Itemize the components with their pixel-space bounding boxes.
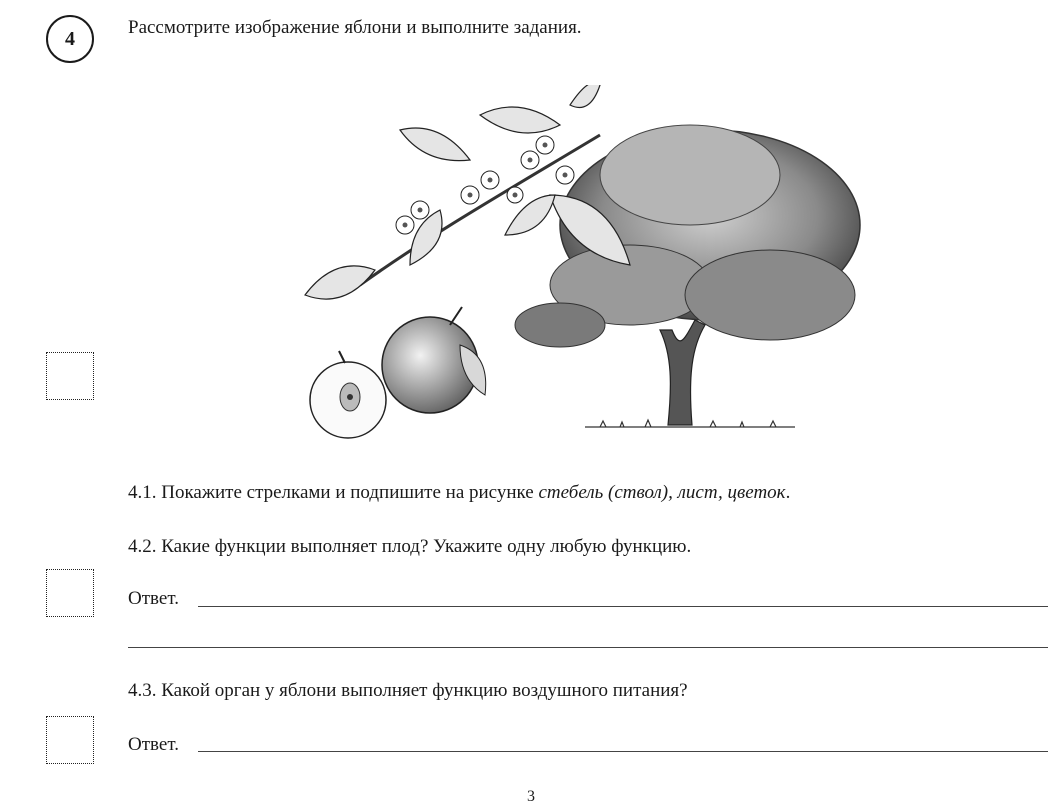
answer-label-4-3: Ответ.	[128, 734, 179, 755]
answer-label-4-2: Ответ.	[128, 588, 179, 609]
page-number: 3	[527, 788, 535, 805]
question-4-2: 4.2. Какие функции выполняет плод? Укажите одну любую функцию.	[128, 536, 692, 557]
question-4-3: 4.3. Какой орган у яблони выполняет функцию воздушного питания?	[128, 680, 688, 701]
tree-crown	[515, 125, 860, 347]
task-number: 4	[65, 27, 75, 50]
answer-line-4-2-continued[interactable]	[128, 647, 1048, 648]
tree-trunk	[660, 320, 705, 425]
answer-line-4-2[interactable]	[198, 606, 1048, 607]
apple-cross-section	[310, 351, 386, 438]
answer-line-4-3[interactable]	[198, 751, 1048, 752]
score-box-4-2[interactable]	[46, 569, 94, 617]
apple-fruit	[382, 307, 486, 413]
apple-tree-illustration	[300, 85, 870, 455]
score-box-4-1[interactable]	[46, 352, 94, 400]
task-number-badge	[46, 15, 94, 63]
question-4-1-text: 4.1. Покажите стрелками и подпишите на рисунке	[128, 482, 539, 503]
question-4-1-terms: стебель (ствол), лист, цветок	[538, 482, 786, 503]
question-4-1-period: .	[785, 482, 791, 503]
task-intro: Рассмотрите изображение яблони и выполните задания.	[128, 17, 582, 38]
score-box-4-3[interactable]	[46, 716, 94, 764]
question-4-1	[128, 481, 790, 505]
